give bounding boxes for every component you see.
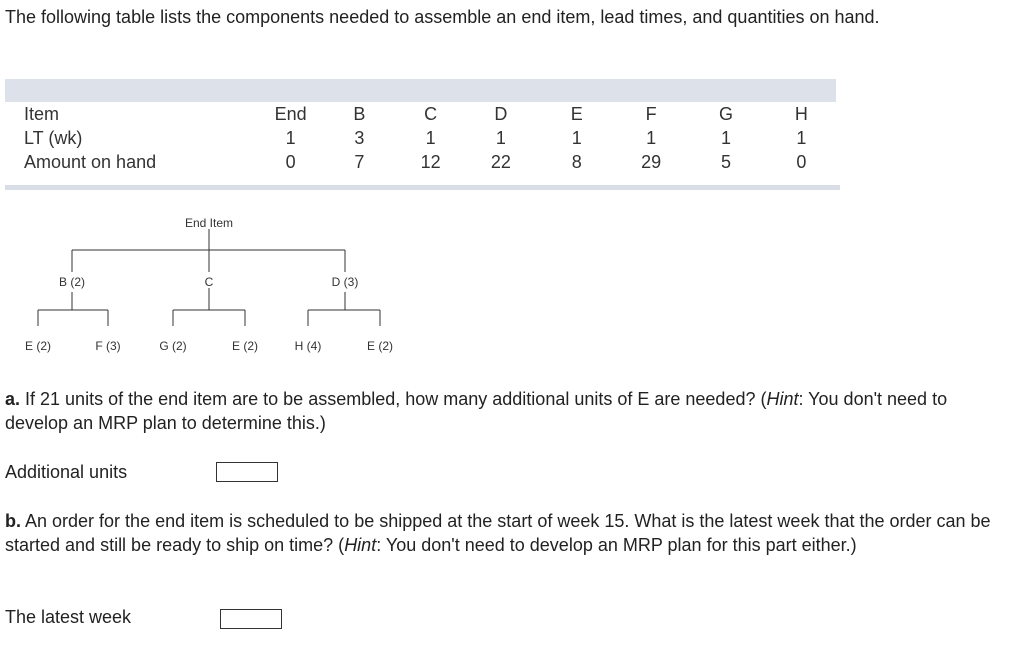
table-cell: 3 [354,128,365,148]
question-b-hint-text: : You don't need to develop an MRP plan for this part either.) [376,535,857,555]
question-a-text: If 21 units of the end item are to be assembled, how many additional units of E are needed? ( [20,389,767,409]
additional-units-input[interactable] [216,462,278,482]
table-cell: 1 [495,128,506,148]
tree-node-root: End Item [184,216,234,230]
row-label: Amount on hand [24,152,157,172]
table-footer-bar [5,185,840,190]
table-cell: G [718,104,733,124]
tree-node-d: D (3) [331,275,359,289]
table-cell: H [794,104,808,124]
question-a-label: a. [5,389,21,409]
table-cell: 1 [796,128,807,148]
table-row [5,126,836,150]
table-cell: 5 [720,152,731,172]
product-structure-tree [0,200,420,360]
additional-units-label: Additional units [5,462,128,482]
table-cell: 1 [646,128,657,148]
table-cell: 0 [796,152,807,172]
question-b-hint-word: Hint [344,535,377,555]
tree-leaf-e: E (2) [366,339,394,353]
question-b-text: An order for the end item is scheduled to be shipped at the start of week 15. What is the latest week that the order can be started and still be ready to ship on time? ( [5,511,991,555]
intro-text: The following table lists the components needed to assemble an end item, lead times, and quantities on hand. [5,7,880,27]
question-b [5,509,1005,557]
question-a [5,387,1005,435]
table-cell: 1 [720,128,731,148]
table-cell: D [494,104,508,124]
tree-leaf-e: E (2) [231,339,259,353]
table-cell: End [274,104,307,124]
table-row [5,150,836,174]
table-cell: 1 [285,128,296,148]
table-row [5,102,836,126]
table-cell: 12 [420,152,441,172]
row-label: Item [24,104,60,124]
tree-leaf-g: G (2) [159,339,187,353]
question-b-label: b. [5,511,21,531]
table-cell: B [353,104,366,124]
question-a-hint-word: Hint [766,389,799,409]
tree-leaf-e: E (2) [24,339,52,353]
components-grid [5,102,836,174]
table-cell: C [424,104,438,124]
latest-week-label: The latest week [5,607,132,627]
table-cell: F [645,104,657,124]
latest-week-input[interactable] [220,609,282,629]
table-cell: E [570,104,583,124]
table-header-bar [5,79,836,102]
tree-leaf-f: F (3) [95,339,121,353]
table-cell: 1 [425,128,436,148]
table-cell: 22 [490,152,511,172]
table-cell: 7 [354,152,365,172]
table-cell: 0 [285,152,296,172]
components-table [5,79,840,191]
question-a-hint-text: : You don't need to develop an MRP plan to determine this.) [5,389,948,433]
tree-node-b: B (2) [58,275,86,289]
table-cell: 29 [641,152,662,172]
tree-node-c: C [204,275,214,289]
table-cell: 1 [571,128,582,148]
table-cell: 8 [571,152,582,172]
tree-leaf-h: H (4) [294,339,322,353]
row-label: LT (wk) [24,128,83,148]
